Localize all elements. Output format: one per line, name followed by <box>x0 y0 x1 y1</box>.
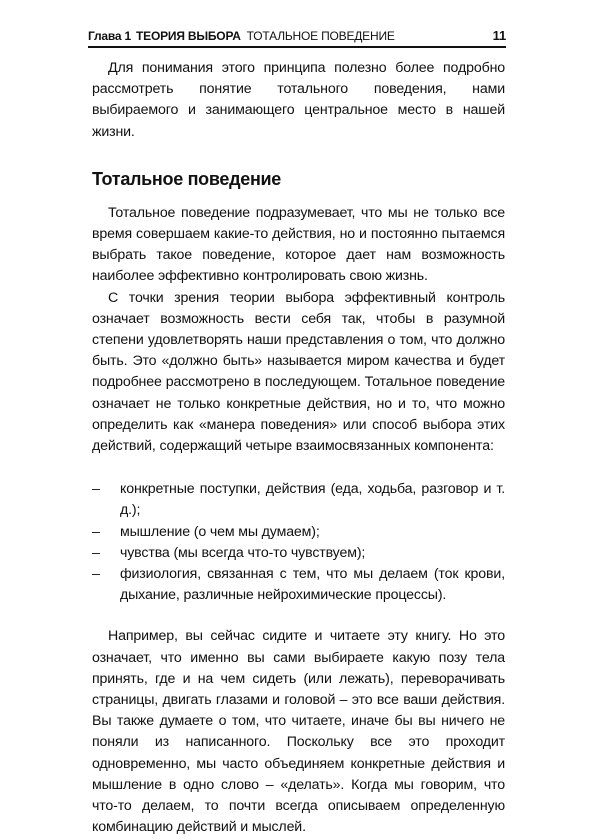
running-head <box>88 26 506 48</box>
list-item <box>92 564 505 606</box>
body-paragraph-1: Тотальное поведение подразумевает, что мы не только все время совершаем какие-то действия, но и постоянно пытаемся выбрать такое поведение, которое дает нам возможность наиболее эффективно контролировать свою жизнь. <box>92 204 505 285</box>
list-dash: – <box>92 544 100 561</box>
list-item-text: физиология, связанная с тем, что мы делаем (ток крови, дыхание, различные нейрохимические процессы). <box>120 566 505 604</box>
list-item-text: мышление (о чем мы думаем); <box>120 523 320 540</box>
body-paragraph-3: Например, вы сейчас сидите и читаете эту книгу. Но это означает, что именно вы сами выбираете какую позу тела принять, где и на чем сидеть (или лежать), переворачивать страницы, двигать глазами и головой – это все ваши действия. Вы также думаете о том, что читаете, иначе бы вы ничего не поняли из написанного. Поскольку все это проходит одновременно, мы часто объединяем конкретные действия и мышление в одно слово – «делать». Когда мы говорим, что что-то делаем, то почти всегда описываем определенную комбинацию действий и мыслей. <box>92 628 505 836</box>
list-dash: – <box>92 523 100 540</box>
list-item-text: конкретные поступки, действия (еда, ходьба, разговор и т. д.); <box>120 481 505 519</box>
chapter-label: Глава 1 <box>88 29 132 43</box>
page-body <box>92 58 505 839</box>
list-dash: – <box>92 481 100 498</box>
list-item <box>92 522 505 543</box>
chapter-title: ТЕОРИЯ ВЫБОРА <box>136 29 241 43</box>
page-number: 11 <box>492 28 506 43</box>
section-subtitle: ТОТАЛЬНОЕ ПОВЕДЕНИЕ <box>246 29 395 43</box>
list-item-text: чувства (мы всегда что-то чувствуем); <box>120 544 366 561</box>
spacer <box>92 457 505 479</box>
components-list <box>92 479 505 606</box>
section-heading: Тотальное поведение <box>92 168 282 189</box>
list-item <box>92 479 505 521</box>
list-dash: – <box>92 566 100 583</box>
spacer <box>92 606 505 626</box>
body-paragraph-2: С точки зрения теории выбора эффективный контроль означает возможность вести себя так, чтобы в разумной степени удовлетворять наши представления о том, что должно быть. Это «должно быть» называется миром качества и будет подробнее рассмотрено в последующем. Тотальное поведение означает не только конкретные действия, но и то, что можно определить как «манера поведения» или способ выбора этих действий, содержащий четыре взаимосвязанных компонента: <box>92 289 505 455</box>
intro-paragraph: Для понимания этого принципа полезно более подробно рассмотреть понятие тотального поведения, нами выбираемого и занимающего центральное место в нашей жизни. <box>92 60 505 140</box>
list-item <box>92 543 505 564</box>
